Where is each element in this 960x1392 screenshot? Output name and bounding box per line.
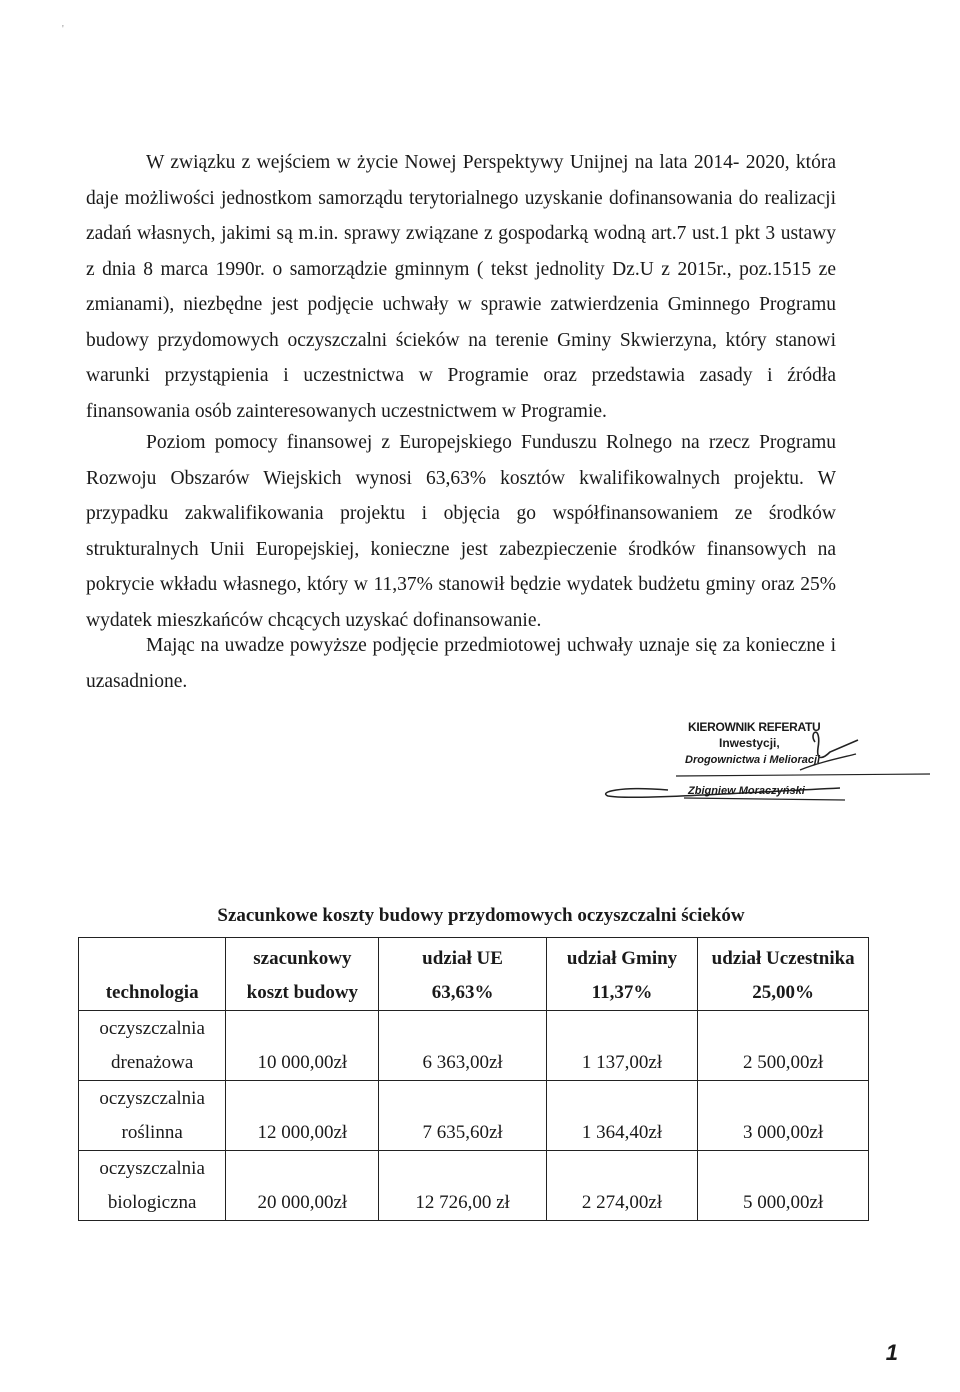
official-stamp-signature — [600, 718, 930, 810]
header-bottom: 63,63% — [431, 982, 494, 1003]
paragraph-intro: W związku z wejściem w życie Nowej Perspektywy Unijnej na lata 2014- 2020, która daje możliwości jednostkom samorządu terytorialnego uzyskanie dofinansowania do realizacji zadań własnych, jakimi są m.in. sprawy związane z gospodarką wodną art.7 ust.1 pkt 3 ustawy z dnia 8 marca 1990r. o samorządzie gminnym ( tekst jednolity Dz.U z 2015r., poz.1515 ze zmianami), niezbędne jest podjęcie uchwały w sprawie zatwierdzenia Gminnego Programu budowy przydomowych oczyszczalni ścieków na terenie Gminy Skwierzyna, który stanowi warunki przystąpienia i uczestnictwa w Programie oraz przedstawia zasady i źródła finansowania osób zainteresowanych uczestnictwem w Programie. — [86, 152, 836, 422]
cell-technologia — [79, 1151, 226, 1221]
stamp-line-2: Inwestycji, — [719, 736, 780, 750]
cell-uczestnik: 3 000,00zł — [698, 1081, 869, 1151]
stamp-line-3: Drogownictwa i Melioracji — [685, 754, 821, 766]
table-row — [79, 1151, 869, 1221]
tech-name-bottom: drenażowa — [111, 1052, 194, 1073]
cell-gmina: 1 364,40zł — [546, 1081, 698, 1151]
header-bottom: 11,37% — [591, 982, 653, 1003]
stamp-title: KIEROWNIK REFERATU — [688, 720, 821, 734]
cell-ue: 12 726,00 zł — [379, 1151, 546, 1221]
tech-name-bottom: biologiczna — [107, 1192, 197, 1213]
tech-name-top: oczyszczalnia — [99, 1018, 205, 1039]
cell-gmina: 2 274,00zł — [546, 1151, 698, 1221]
stamp-signatory-name: Zbigniew Moraczyński — [688, 785, 805, 797]
corner-mark: ' — [62, 24, 64, 35]
tech-name-bottom: roślinna — [121, 1122, 183, 1143]
header-udzial-ue — [379, 938, 546, 1011]
header-top: udział UE — [422, 948, 503, 969]
header-bottom: koszt budowy — [246, 982, 359, 1003]
header-top: udział Gminy — [566, 948, 678, 969]
page-number: 1 — [885, 1340, 898, 1365]
header-udzial-gminy — [546, 938, 698, 1011]
table-title: Szacunkowe koszty budowy przydomowych oczyszczalni ścieków — [217, 905, 745, 926]
header-udzial-uczestnika — [698, 938, 869, 1011]
tech-name-top: oczyszczalnia — [99, 1088, 205, 1109]
header-top: udział Uczestnika — [711, 948, 855, 969]
cell-gmina: 1 137,00zł — [546, 1011, 698, 1081]
table-row — [79, 1081, 869, 1151]
cell-koszt: 20 000,00zł — [226, 1151, 379, 1221]
cell-ue: 6 363,00zł — [379, 1011, 546, 1081]
cost-table — [78, 937, 869, 1221]
header-technologia — [79, 938, 226, 1011]
header-top: szacunkowy — [253, 948, 352, 969]
header-bottom: 25,00% — [752, 982, 815, 1003]
header-bottom: technologia — [105, 982, 199, 1003]
cell-technologia — [79, 1081, 226, 1151]
paragraph-funding: Poziom pomocy finansowej z Europejskiego Funduszu Rolnego na rzecz Programu Rozwoju Obszarów Wiejskich wynosi 63,63% kosztów kwalifikowalnych projektu. W przypadku zakwalifikowania projektu i objęcia go współfinansowaniem ze środków strukturalnych Unii Europejskiej, konieczne jest zabezpieczenie środków finansowych na pokrycie wkładu własnego, który w 11,37% stanowił będzie wydatek budżetu gminy oraz 25% wydatek mieszkańców chcących uzyskać dofinansowanie. — [86, 432, 836, 631]
cell-technologia — [79, 1011, 226, 1081]
tech-name-top: oczyszczalnia — [99, 1158, 205, 1179]
header-koszt — [226, 938, 379, 1011]
paragraph-conclusion: Mając na uwadze powyższe podjęcie przedmiotowej uchwały uznaje się za konieczne i uzasadnione. — [86, 635, 836, 692]
cell-koszt: 10 000,00zł — [226, 1011, 379, 1081]
cell-koszt: 12 000,00zł — [226, 1081, 379, 1151]
cell-ue: 7 635,60zł — [379, 1081, 546, 1151]
cell-uczestnik: 2 500,00zł — [698, 1011, 869, 1081]
cell-uczestnik: 5 000,00zł — [698, 1151, 869, 1221]
table-header-row — [79, 938, 869, 1011]
table-row — [79, 1011, 869, 1081]
